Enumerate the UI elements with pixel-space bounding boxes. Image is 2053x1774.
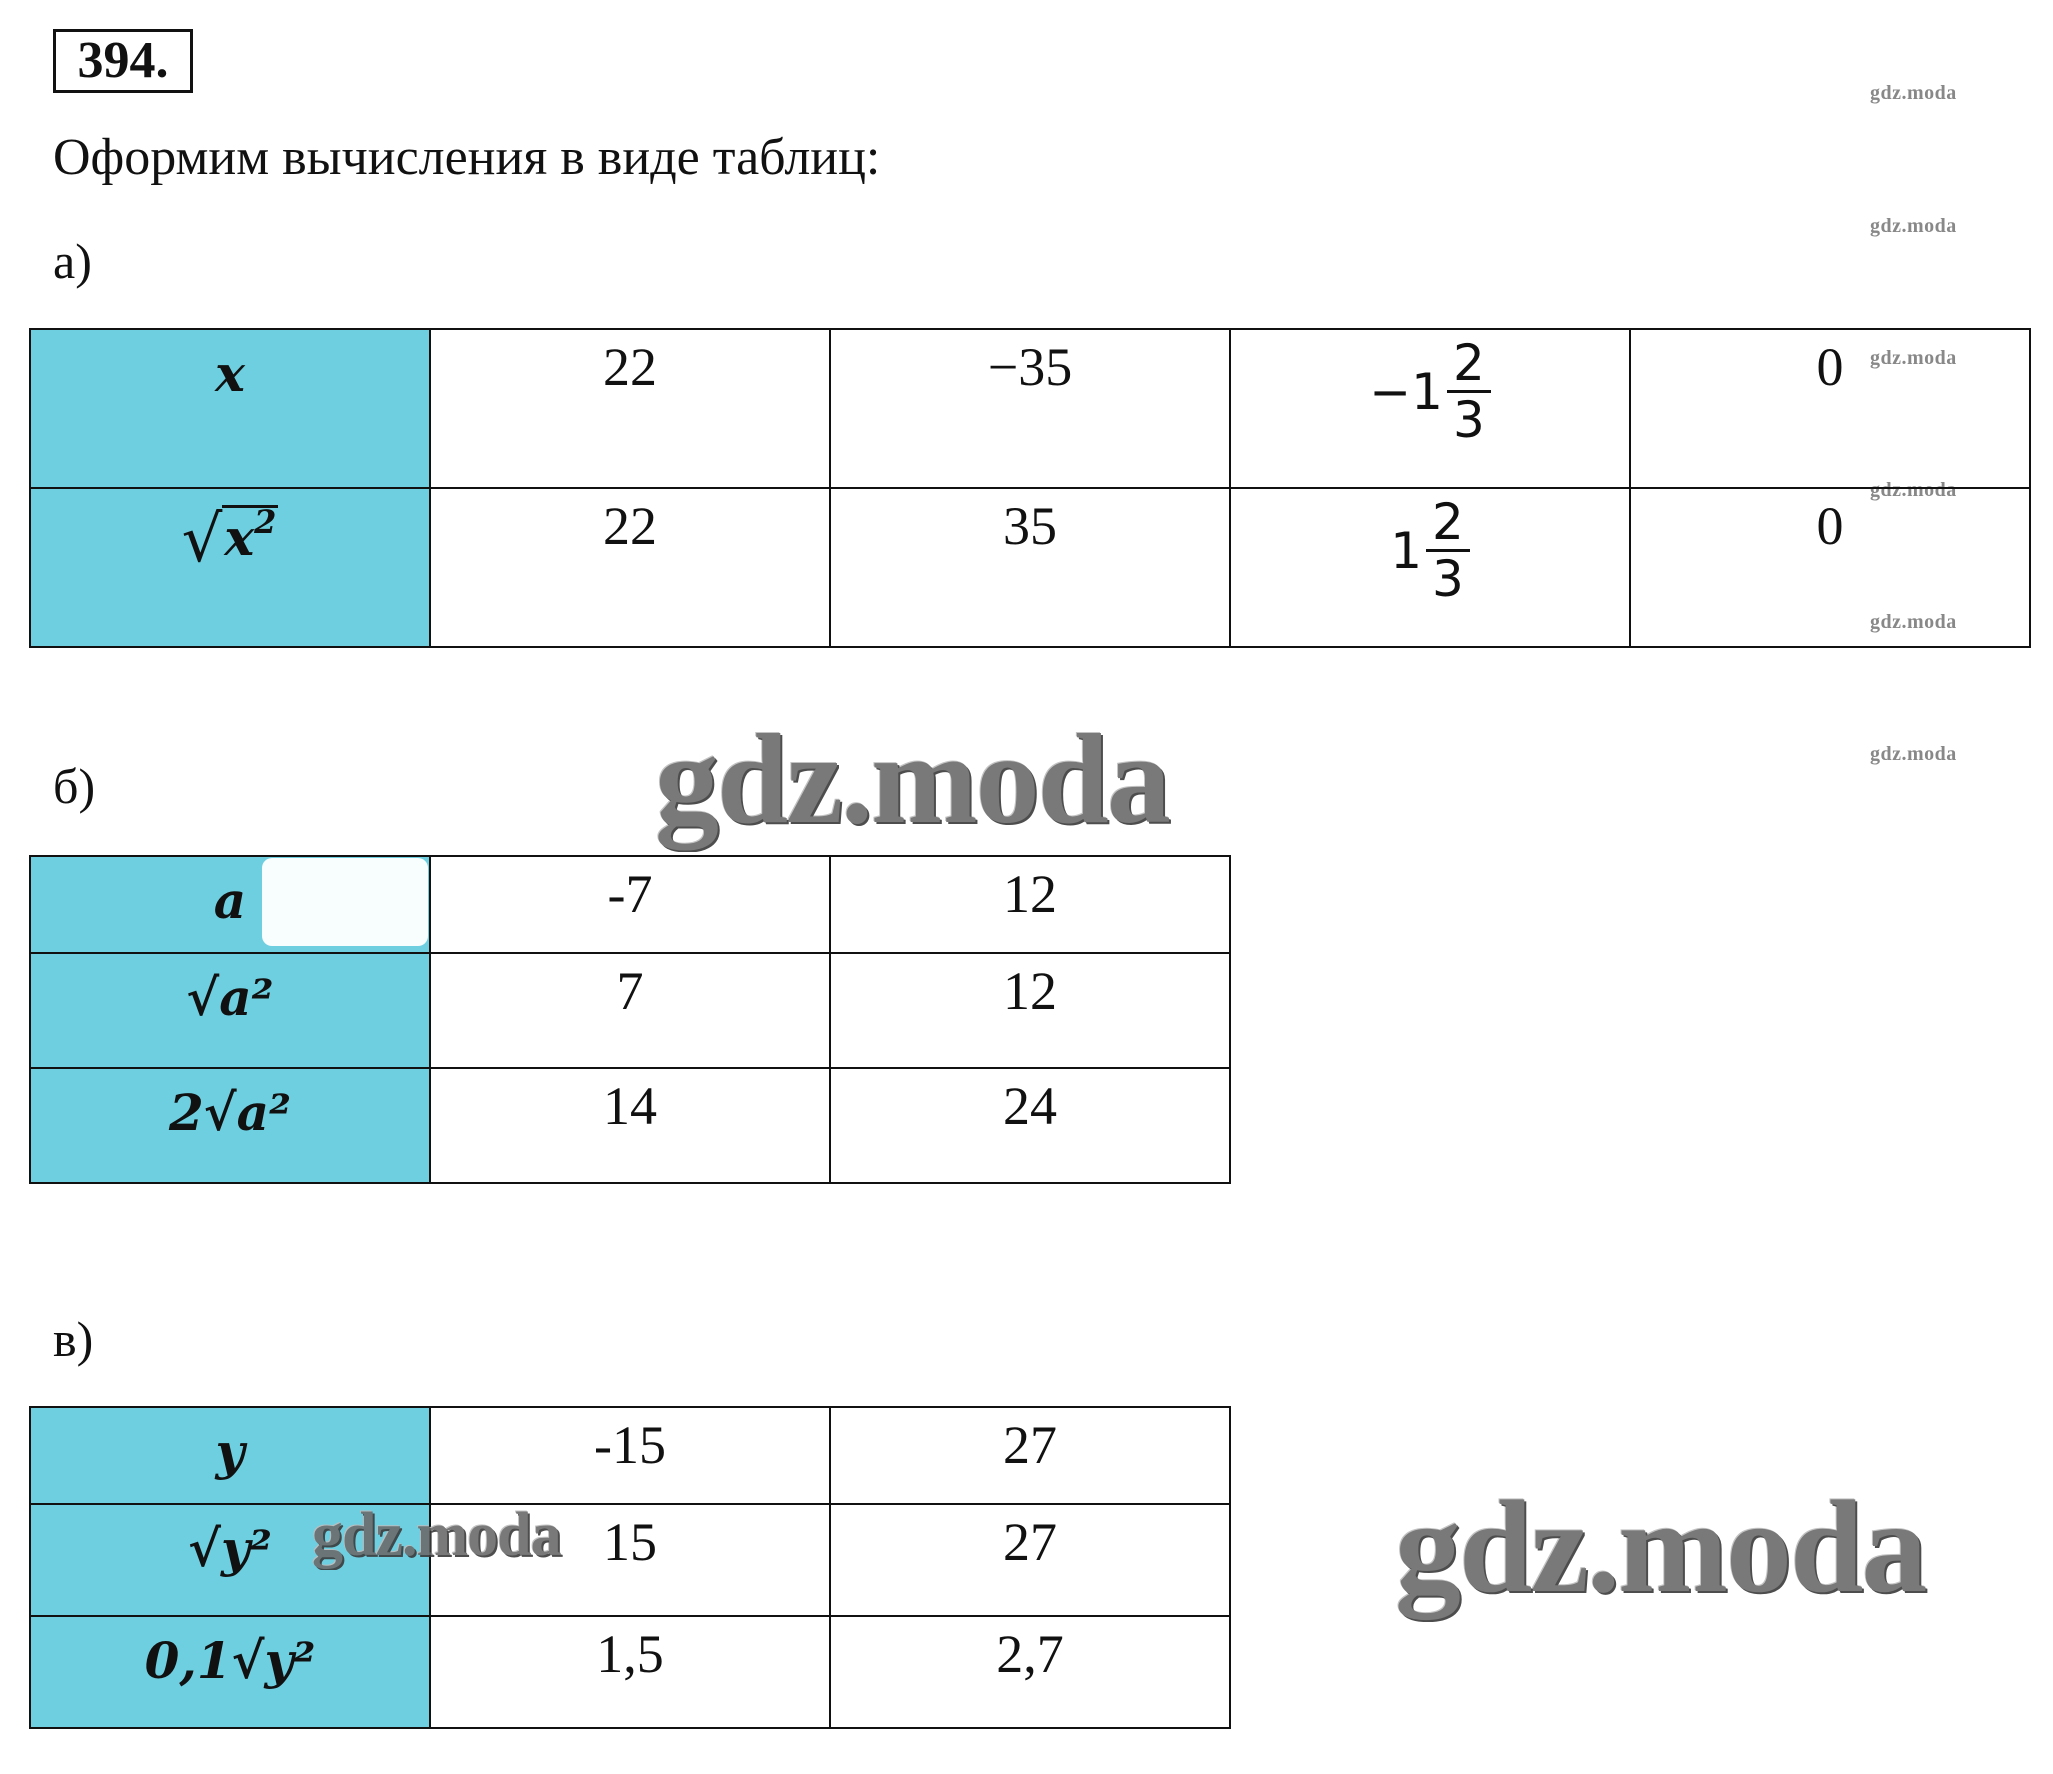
watermark-small: gdz.moda [1870,611,1957,633]
table-cell: 27 [830,1407,1230,1504]
table-cell: −35 [830,329,1230,488]
table-a [29,328,2031,648]
part-label-b: б) [53,758,96,814]
watermark-large: gdz.moda [655,708,1169,850]
watermark-small: gdz.moda [1870,743,1957,765]
mixed-whole: −1 [1369,362,1443,421]
table-cell: 27 [830,1504,1230,1616]
table-cell: 12 [830,953,1230,1068]
problem-number: 394. [53,29,193,93]
table-cell: 22 [430,488,830,647]
fraction [1447,336,1491,447]
var-label: x [215,344,245,403]
mixed-number [1369,336,1491,447]
watermark-small: gdz.moda [1870,347,1957,369]
table-cell: 15 [430,1504,830,1616]
watermark-large: gdz.moda [1395,1473,1926,1620]
var-label: x [224,508,255,567]
table-cell: 1,5 [430,1616,830,1728]
table-row [30,953,1230,1068]
table-cell: 22 [430,329,830,488]
watermark-small: gdz.moda [1870,82,1957,104]
radical-sign-icon: √ [181,503,223,577]
row-header-sqrt-y2: √y² [30,1504,430,1616]
table-cell: 0 [1630,488,2030,647]
table-b [29,855,1231,1184]
table-cell: -7 [430,856,830,953]
row-header-2sqrt-a2: 2√a² [30,1068,430,1183]
smudge-overlay [262,858,428,946]
table-cell: 2,7 [830,1616,1230,1728]
table-cell: 7 [430,953,830,1068]
table-cell: 35 [830,488,1230,647]
fraction-denominator: 3 [1432,550,1464,608]
table-v [29,1406,1231,1729]
row-header-01sqrt-y2: 0,1√y² [30,1616,430,1728]
table-row [30,1504,1230,1616]
table-row [30,329,2030,488]
watermark-small: gdz.moda [1870,215,1957,237]
table-row [30,856,1230,953]
row-header-a: a [30,856,430,953]
fraction-denominator: 3 [1452,391,1485,449]
exponent: 2 [254,503,277,541]
part-label-a: а) [53,233,92,289]
table-cell-fraction [1230,488,1630,647]
watermark-medium: gdz.moda [312,1501,561,1569]
table-cell: 24 [830,1068,1230,1183]
table-row [30,488,2030,647]
fraction [1426,495,1470,606]
sqrt-expression [182,503,279,577]
table-cell: 0 [1630,329,2030,488]
mixed-number [1390,495,1470,606]
mixed-whole: 1 [1390,521,1422,580]
intro-text: Оформим вычисления в виде таблиц: [53,129,881,186]
table-cell: -15 [430,1407,830,1504]
row-header-x [30,329,430,488]
row-header-y: y [30,1407,430,1504]
fraction-numerator: 2 [1447,336,1491,393]
table-row [30,1407,1230,1504]
fraction-numerator: 2 [1426,495,1470,552]
row-header-sqrt-x2 [30,488,430,647]
part-label-v: в) [53,1311,94,1367]
table-row [30,1068,1230,1183]
table-cell-fraction [1230,329,1630,488]
table-cell: 12 [830,856,1230,953]
table-cell: 14 [430,1068,830,1183]
table-row [30,1616,1230,1728]
watermark-small: gdz.moda [1870,479,1957,501]
row-header-sqrt-a2: √a² [30,953,430,1068]
